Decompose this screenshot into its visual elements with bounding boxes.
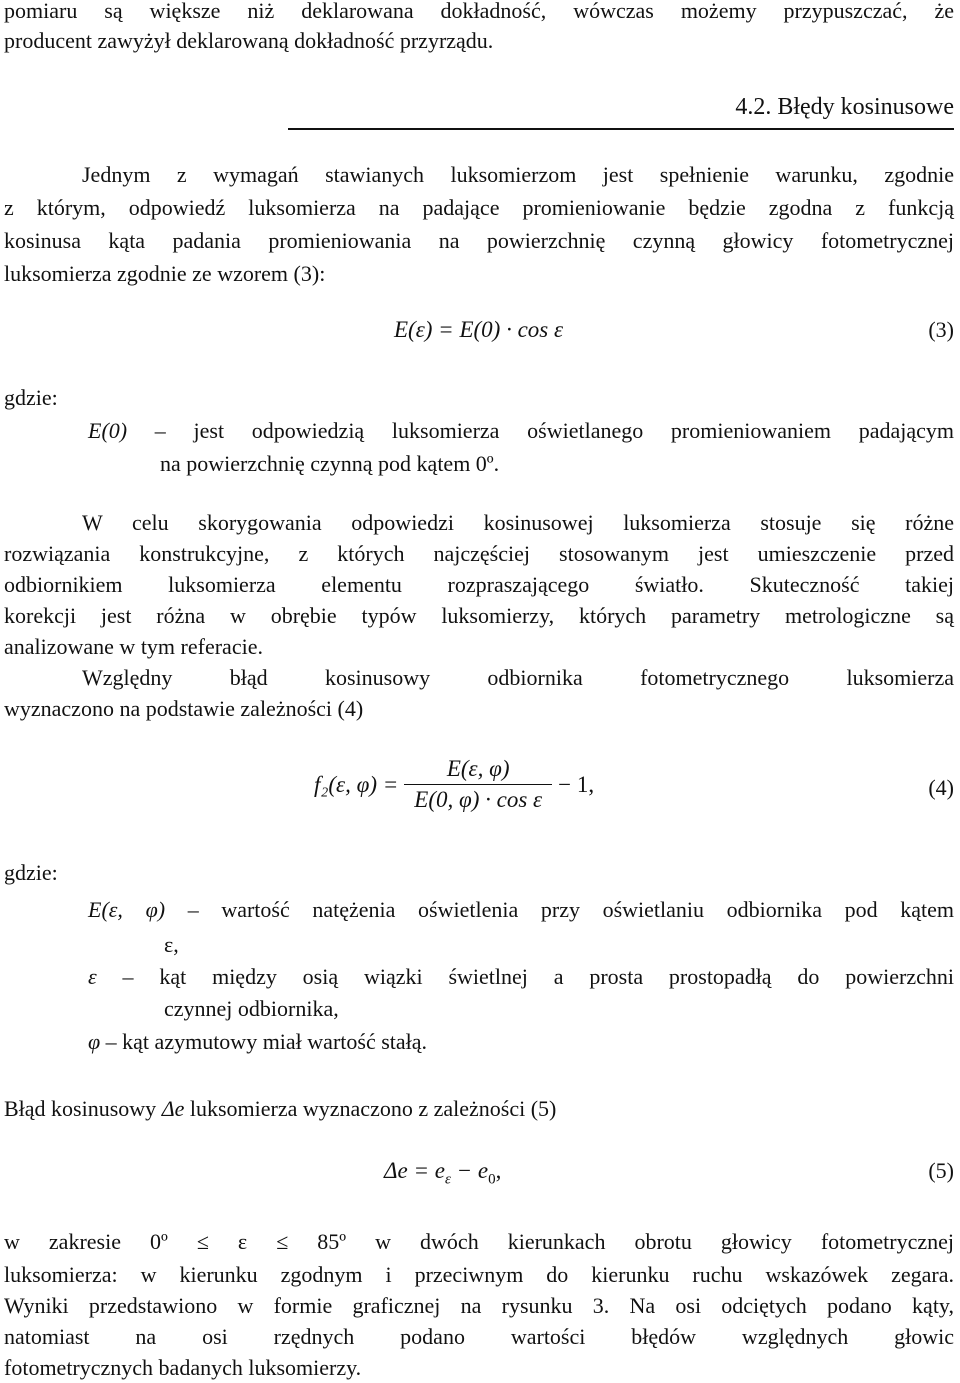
where1-dash: – (127, 418, 194, 443)
where2-def2-text: kąt między osią wiązki świetlnej a prosta prostopadłą do powierzchni (159, 964, 954, 989)
para2-line-5: analizowane w tym referacie. (4, 634, 263, 659)
equation-5-number: (5) (928, 1158, 954, 1183)
para3-line-2: wyznaczono na podstawie zależności (4) (4, 696, 364, 721)
where2-def1-text: wartość natężenia oświetlenia przy oświetlaniu odbiornika pod kątem (221, 897, 954, 922)
equation-4-fraction (404, 756, 552, 813)
equation-4 (314, 756, 594, 813)
where1-symbol: E(0) (88, 418, 128, 443)
section-title: Błędy kosinusowe (777, 94, 954, 120)
where2-def2-line-1 (88, 962, 954, 992)
equation-4-lhs: f₂(ε, φ) = (314, 771, 399, 797)
para1-line-1: Jednym z wymagań stawianych luksomierzom jest spełnienie warunku, zgodnie (82, 162, 954, 187)
para2-line-3: odbiornikiem luksomierza elementu rozpraszającego światło. Skuteczność takiej (4, 572, 954, 597)
where2-def2-dash: – (96, 964, 160, 989)
para2-line-4: korekcji jest różna w obrębie typów luksomierzy, których parametry metrologiczne są (4, 603, 954, 628)
document-page (4, 0, 954, 1382)
equation-5-minus: − e (450, 1158, 489, 1183)
where2-def2-symbol: ε (88, 964, 97, 989)
equation-5-sub-1: ε (444, 1171, 451, 1188)
para5-line-2: luksomierza: w kierunku zgodnym i przeciwnym do kierunku ruchu wskazówek zegara. (4, 1262, 954, 1287)
equation-5 (384, 1158, 501, 1189)
equation-5-main: Δe = e (384, 1158, 445, 1183)
where2-def1-line-1 (88, 895, 954, 925)
where-label-2: gdzie: (4, 860, 58, 885)
where2-def3-text: kąt azymutowy miał wartość stałą. (122, 1029, 428, 1054)
where-label-1: gdzie: (4, 385, 58, 410)
para3-line-1: Względny błąd kosinusowy odbiornika fotometrycznego luksomierza (82, 665, 954, 690)
section-number: 4.2. (735, 94, 772, 120)
equation-4-denominator: E(0, φ) · cos ε (414, 787, 543, 812)
intro-line-1: pomiaru są większe niż deklarowana dokładność, wówczas możemy przypuszczać, że (4, 0, 954, 23)
section-heading (288, 94, 954, 130)
where2-def3-line-1 (88, 1027, 954, 1057)
para5-line-4: natomiast na osi rzędnych podano wartości błędów względnych głowic (4, 1324, 954, 1349)
where1-text-1: jest odpowiedzią luksomierza oświetlanego promieniowaniem padającym (193, 418, 954, 443)
where1-line-2: na powierzchnię czynną pod kątem 0º. (160, 451, 500, 476)
equation-5-sub-2: 0 (488, 1171, 496, 1188)
para4-line (4, 1094, 954, 1124)
para1-line-3: kosinusa kąta padania promieniowania na powierzchnię czynną głowicy fotometrycznej (4, 228, 954, 253)
where1-line-1 (88, 416, 954, 446)
equation-4-number: (4) (928, 775, 954, 800)
para5-line-1: w zakresie 0º ≤ ε ≤ 85º w dwóch kierunkach obrotu głowicy fotometrycznej (4, 1229, 954, 1254)
equation-3-number: (3) (928, 317, 954, 342)
where2-def3-symbol: φ (88, 1029, 101, 1054)
where2-def3-dash: – (100, 1029, 123, 1054)
where2-def1-symbol: E(ε, φ) (88, 897, 166, 922)
equation-4-rhs: − 1, (558, 771, 595, 797)
where2-def1-line-2: ε, (164, 932, 179, 957)
para5-line-3: Wyniki przedstawiono w formie graficznej na rysunku 3. Na osi odciętych podano kąty, (4, 1293, 954, 1318)
para4-prefix: Błąd kosinusowy (4, 1096, 162, 1121)
where2-def1-dash: – (165, 897, 222, 922)
para2-line-2: rozwiązania konstrukcyjne, z których najczęściej stosowanym jest umieszczenie przed (4, 541, 954, 566)
para1-line-4: luksomierza zgodnie ze wzorem (3): (4, 261, 326, 286)
para4-suffix: luksomierza wyznaczono z zależności (5) (184, 1096, 557, 1121)
equation-3: E(ε) = E(0) · cos ε (394, 317, 564, 342)
para2-line-1: W celu skorygowania odpowiedzi kosinusowej luksomierza stosuje się różne (82, 510, 954, 535)
equation-5-tail: , (495, 1158, 502, 1183)
para5-line-5: fotometrycznych badanych luksomierzy. (4, 1355, 362, 1380)
equation-4-numerator: E(ε, φ) (404, 756, 552, 785)
para4-symbol: Δe (161, 1096, 185, 1121)
intro-line-2: producent zawyżył deklarowaną dokładność przyrządu. (4, 28, 494, 53)
where2-def2-line-2: czynnej odbiornika, (164, 996, 339, 1021)
para1-line-2: z którym, odpowiedź luksomierza na padające promieniowanie będzie zgodna z funkcją (4, 195, 954, 220)
